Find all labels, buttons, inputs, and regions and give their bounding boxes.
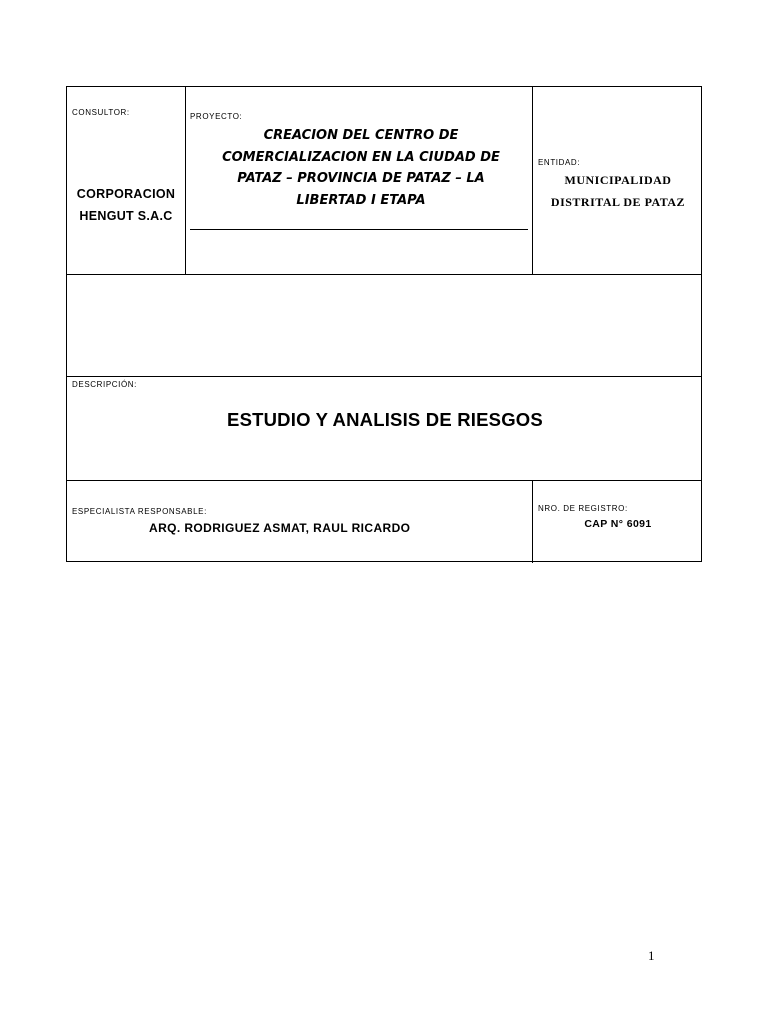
divider-description-bottom xyxy=(67,480,701,481)
page-number: 1 xyxy=(648,948,655,963)
project-title xyxy=(193,125,529,211)
entidad-label: ENTIDAD: xyxy=(538,158,581,167)
description-title: ESTUDIO Y ANALISIS DE RIESGOS xyxy=(227,409,543,430)
divider-description-top xyxy=(67,376,701,377)
consultor-label: CONSULTOR: xyxy=(72,108,130,117)
entidad-name-line2: DISTRITAL DE PATAZ xyxy=(550,194,686,209)
entidad-name xyxy=(533,170,703,213)
consultor-name-line2: HENGUT S.A.C xyxy=(79,209,173,223)
project-title-line4: LIBERTAD I ETAPA xyxy=(296,192,426,208)
especialista-name: ARQ. RODRIGUEZ ASMAT, RAUL RICARDO xyxy=(149,521,411,535)
entidad-name-line1: MUNICIPALIDAD xyxy=(564,173,672,187)
especialista-label: ESPECIALISTA RESPONSABLE: xyxy=(72,507,207,516)
consultor-name xyxy=(67,183,185,227)
registro-value: CAP N° 6091 xyxy=(584,518,652,530)
project-title-line2: COMERCIALIZACION EN LA CIUDAD DE xyxy=(222,149,500,165)
consultor-name-line1: CORPORACION xyxy=(76,187,176,201)
divider-header-bottom xyxy=(67,274,701,275)
divider-consultor-right xyxy=(185,87,186,274)
title-block-frame xyxy=(66,86,702,562)
registro-label: NRO. DE REGISTRO: xyxy=(538,504,628,513)
descripcion-label: DESCRIPCIÓN: xyxy=(72,380,137,389)
project-title-line1: CREACION DEL CENTRO DE xyxy=(263,128,459,143)
project-title-line3: PATAZ – PROVINCIA DE PATAZ – LA xyxy=(237,171,485,186)
proyecto-label: PROYECTO: xyxy=(190,112,243,121)
project-title-underline xyxy=(190,229,528,230)
